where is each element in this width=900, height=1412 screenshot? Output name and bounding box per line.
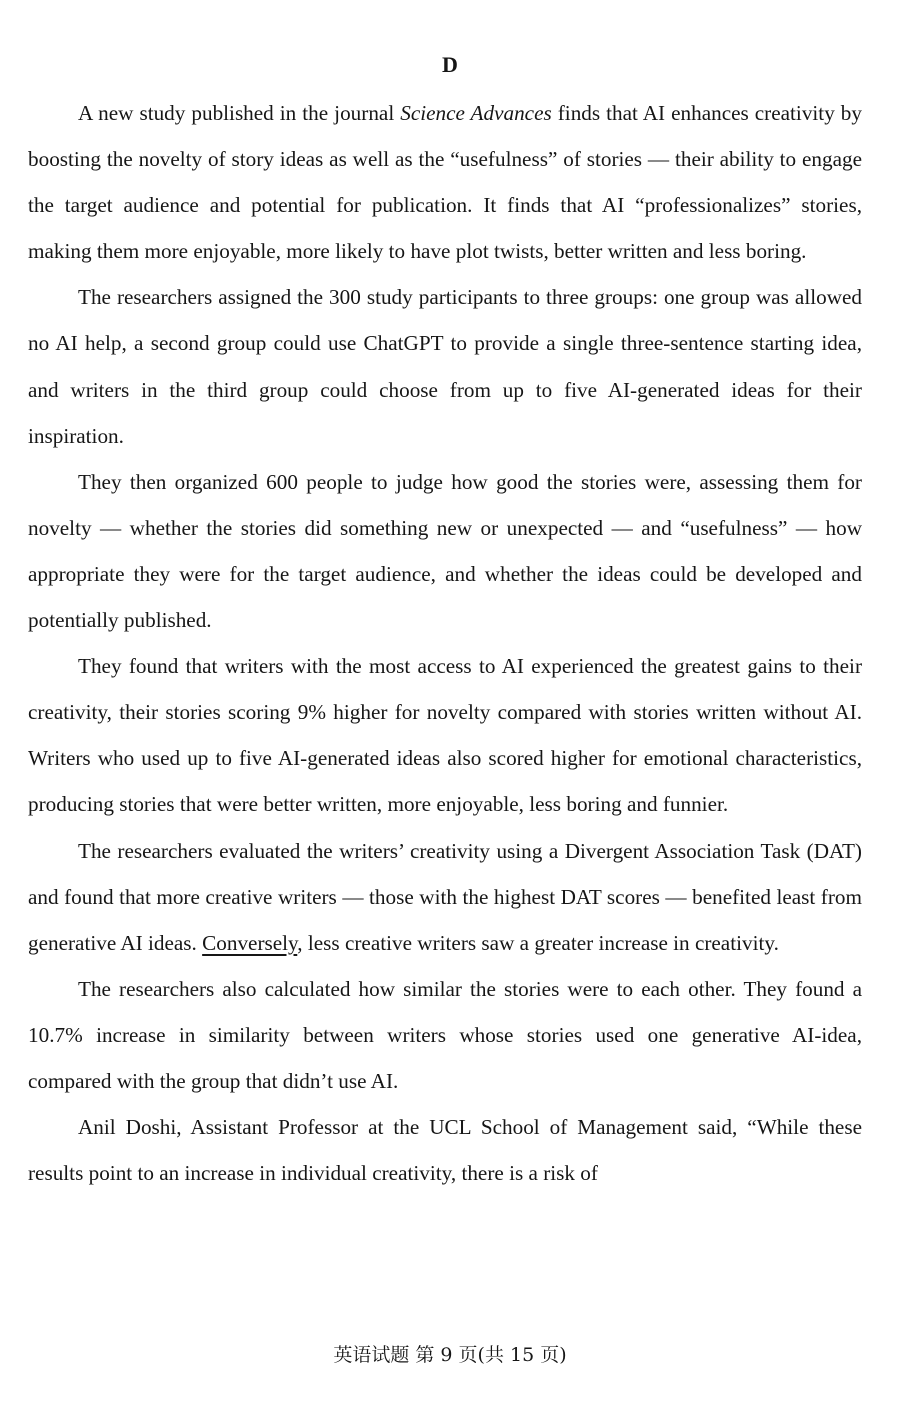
section-letter: D [442,52,458,77]
paragraph-5 [28,828,862,966]
paragraph-2: The researchers assigned the 300 study participants to three groups: one group was allowed no AI help, a second group could use ChatGPT to provide a single three-sentence starting idea, and writers in the third group could choose from up to five AI-generated ideas for their inspiration. [28,285,862,448]
paragraph-6: The researchers also calculated how similar the stories were to each other. They found a 10.7% increase in similarity between writers whose stories used one generative AI-idea, compared with the group that didn’t use AI. [28,976,862,1093]
paragraph-3: They then organized 600 people to judge how good the stories were, assessing them for novelty — whether the stories did something new or unexpected — and “usefulness” — how appropriate they were for the target audience, and whether the ideas could be developed and potentially published. [28,469,862,633]
page-footer: 英语试题 第 9 页(共 15 页) [333,1344,567,1366]
paragraph-7: Anil Doshi, Assistant Professor at the UCL School of Management said, “While these results point to an increase in individual creativity, there is a risk of [28,1115,862,1186]
paragraph-5-intro: The researchers evaluated the writers’ creativity using a Divergent Association Task (DAT) and found that more creative writers — those with the highest DAT scores — benefited least from generative AI ideas. [28,838,862,955]
paragraph-1 [28,90,862,274]
underlined-word-conversely: Conversely [202,930,298,955]
journal-title: Science Advances [400,101,552,125]
passage-body [28,90,862,1196]
paragraph-5-rest: , less creative writers saw a greater increase in creativity. [297,930,779,955]
paragraph-1-intro: A new study published in the journal [78,101,401,125]
paragraph-1-rest: finds that AI enhances creativity by boosting the novelty of story ideas as well as the “usefulness” of stories — their ability to engage the target audience and potential for publication. It finds that AI “professionalizes” stories, making them more enjoyable, more likely to have plot twists, better written and less boring. [28,101,862,264]
paragraph-4: They found that writers with the most access to AI experienced the greatest gains to their creativity, their stories scoring 9% higher for novelty compared with stories written without AI. Writers who used up to five AI-generated ideas also scored higher for emotional characteristics, producing stories that were better written, more enjoyable, less boring and funnier. [28,654,862,817]
